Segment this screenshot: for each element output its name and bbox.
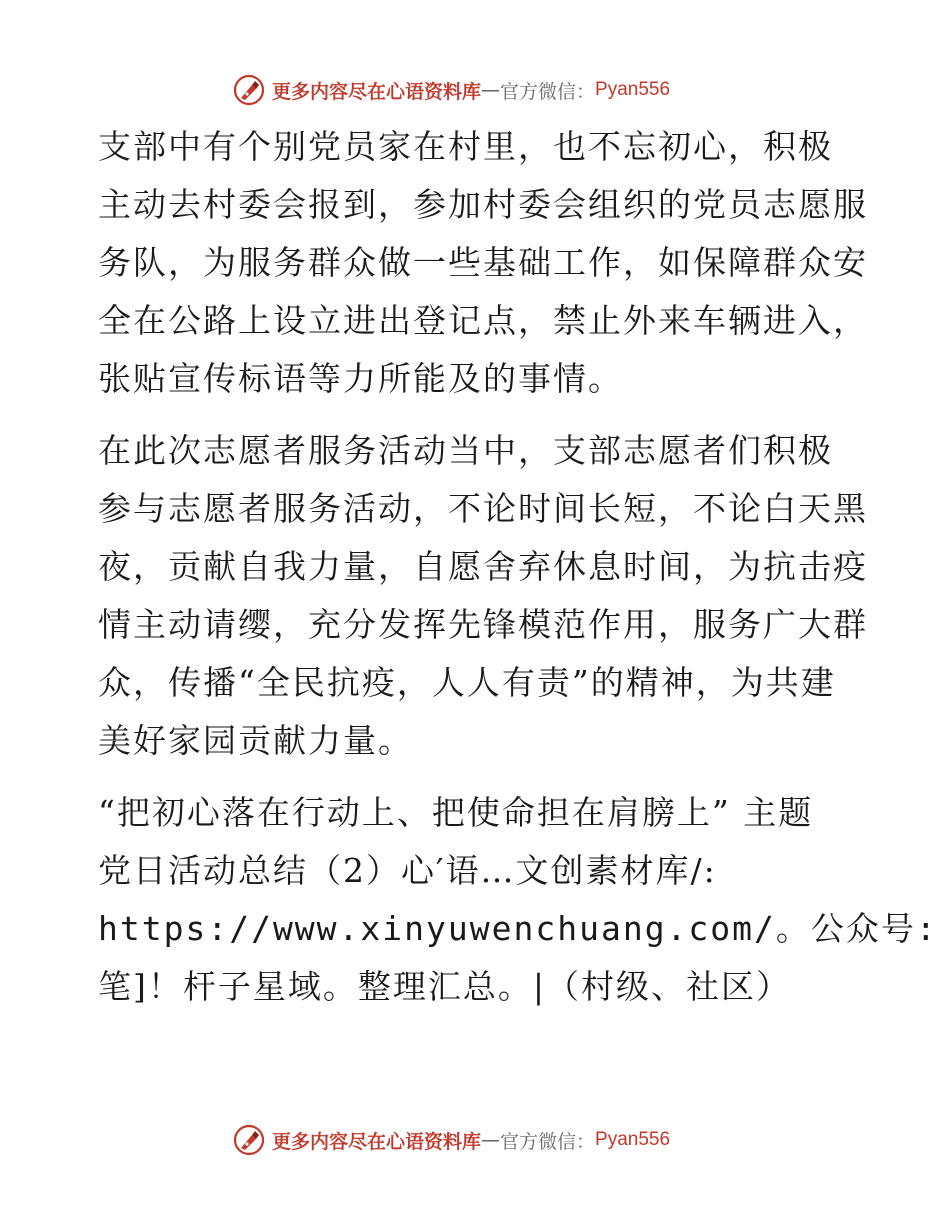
text-line: 情主动请缨，充分发挥先锋模范作用，服务广大群 [98,605,868,644]
text-line: 在此次志愿者服务活动当中，支部志愿者们积极 [98,431,833,470]
text-line: 众，传播“全民抗疫，人人有责”的精神，为共建 [98,663,836,702]
text-line: 参与志愿者服务活动，不论时间长短，不论白天黑 [98,489,868,528]
header-dash: — [481,79,501,101]
pen-nib-logo-icon [232,1123,266,1157]
url-line: https://www.xinyuwenchuang.com/。公众号: [98,909,938,948]
text-line: 主动去村委会报到，参加村委会组织的党员志愿服 [98,185,868,224]
text-line: 美好家园贡献力量。 [98,721,413,760]
text-line: 支部中有个别党员家在村里，也不忘初心，积极 [98,127,833,166]
pen-nib-logo-icon [232,73,266,107]
text-line: 笔]！杆子星域。整理汇总。|（村级、社区） [98,967,791,1006]
text-line: 夜，贡献自我力量，自愿舍弃休息时间，为抗击疫 [98,547,868,586]
paragraph-2 [98,422,868,770]
text-line: 务队，为服务群众做一些基础工作，如保障群众安 [98,243,868,282]
header-wechat-id: Pyan556 [595,79,671,100]
header-wechat-label: 官方微信： [500,80,596,103]
footer-wechat-label: 官方微信： [500,1130,596,1153]
footer-wechat-id: Pyan556 [595,1129,671,1150]
document-body [98,118,938,1030]
footer-banner [232,1122,732,1158]
paragraph-1 [98,118,868,408]
header-brand-text: 更多内容尽在心语资料库 [272,80,482,103]
footer-dash: — [481,1129,501,1151]
text-line: “把初心落在行动上、把使命担在肩膀上” 主题 [98,793,814,832]
text-line: 全在公路上设立进出登记点，禁止外来车辆进入， [98,301,868,340]
header-banner [232,72,732,108]
footer-brand-text: 更多内容尽在心语资料库 [272,1130,482,1153]
text-line: 党日活动总结（2）心′语…文创素材库/: [98,851,717,890]
text-line: 张贴宣传标语等力所能及的事情。 [98,359,623,398]
paragraph-3 [98,784,938,1016]
